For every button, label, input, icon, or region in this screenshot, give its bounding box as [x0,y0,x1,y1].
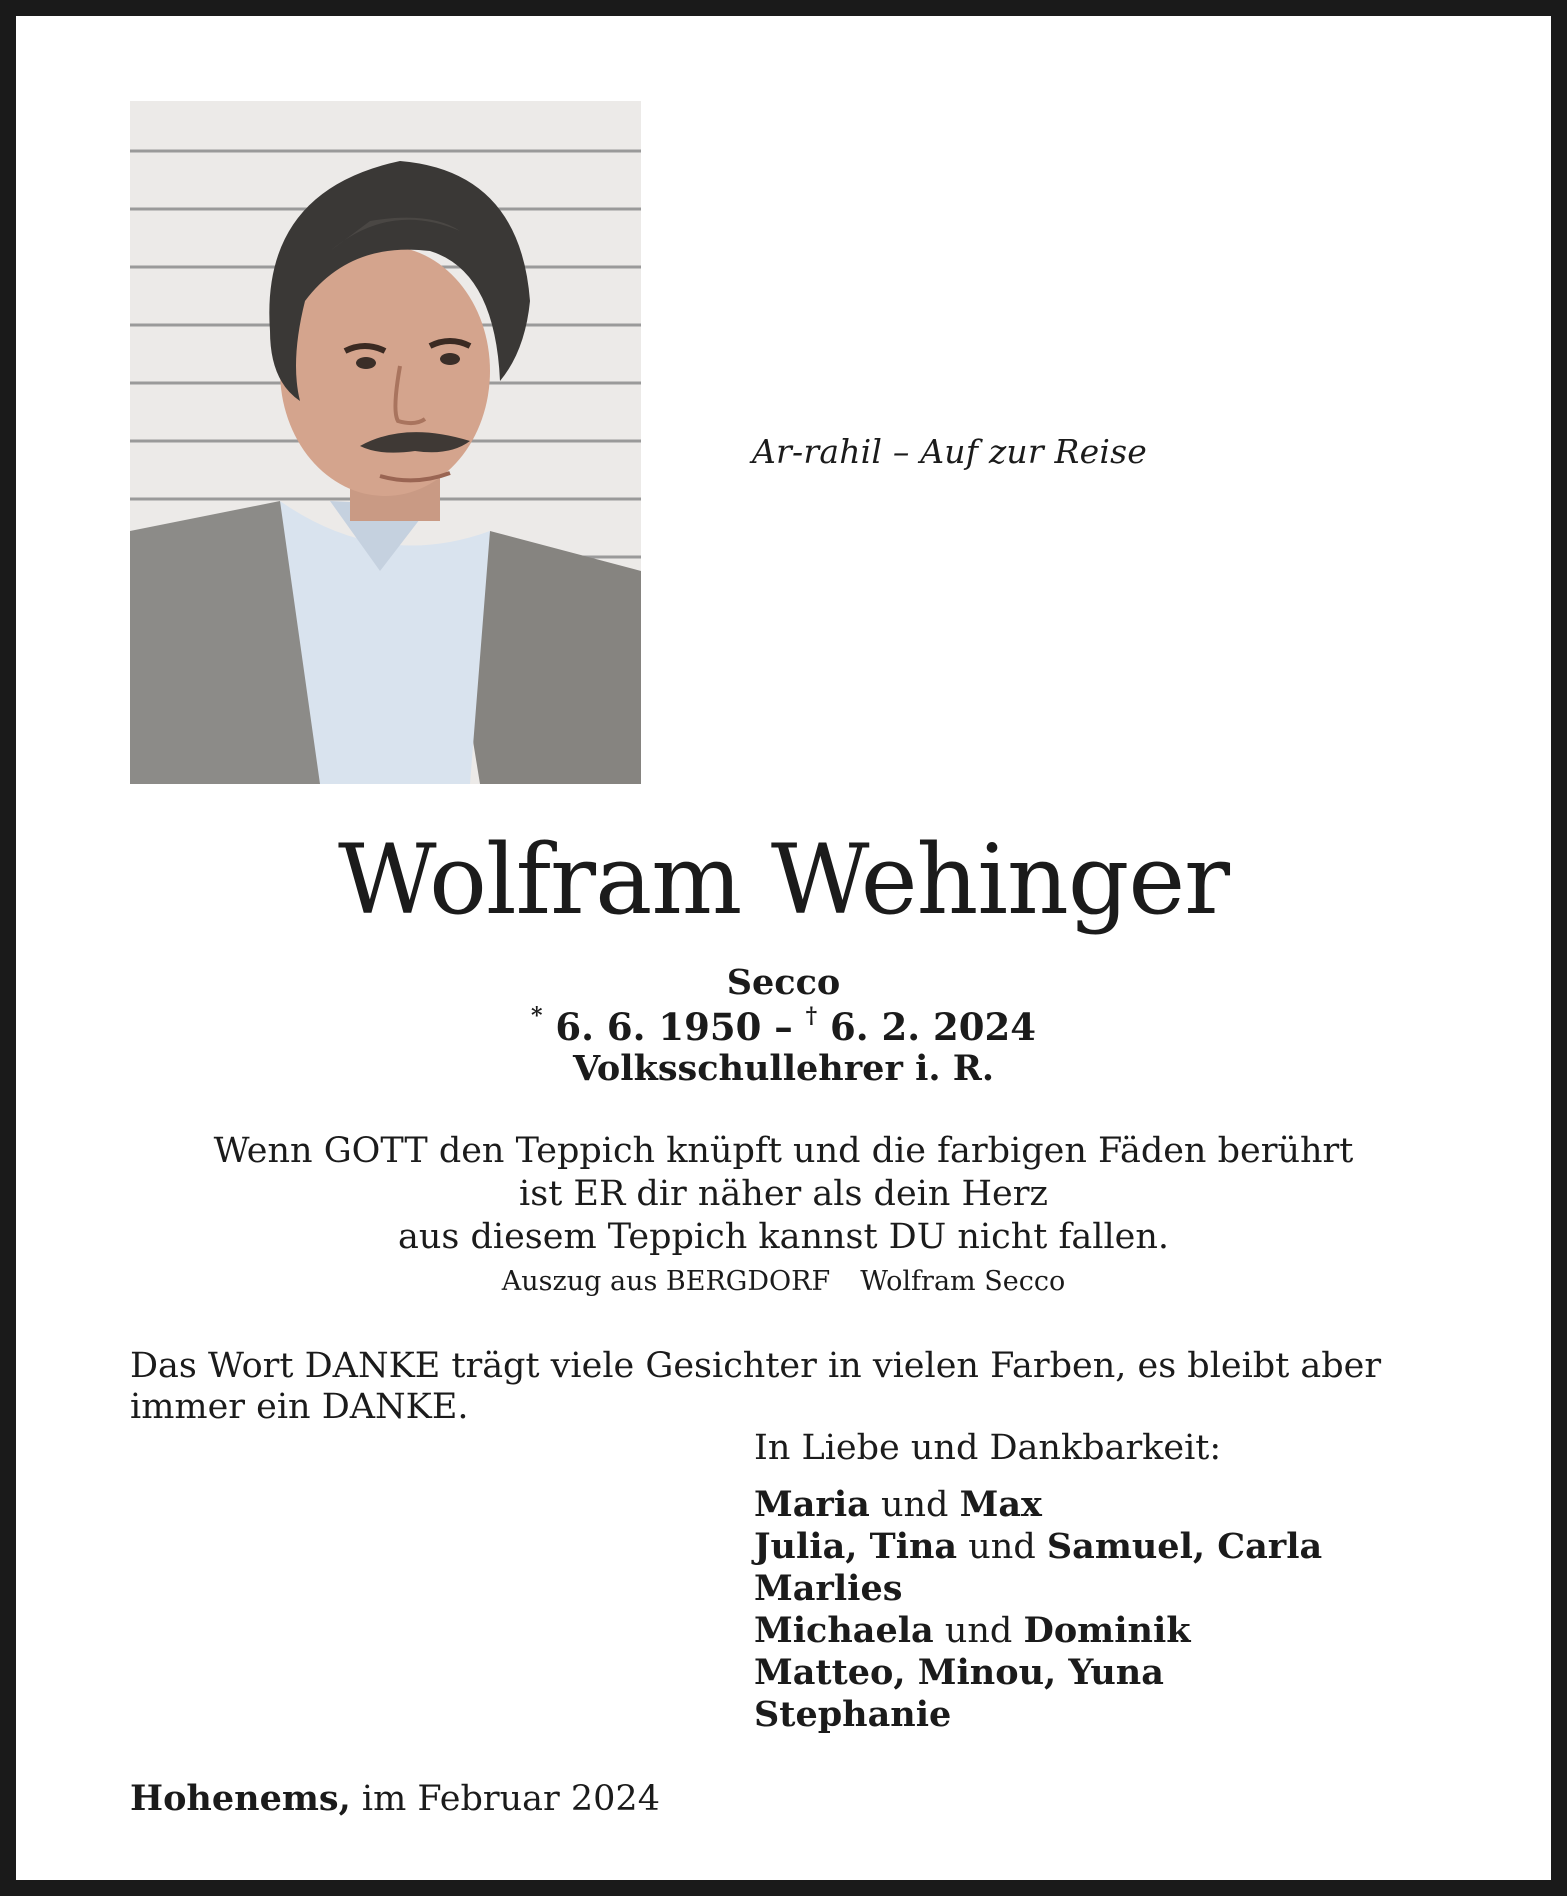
place-city: Hohenems, [130,1778,351,1819]
deceased-name: Wolfram Wehinger [337,824,1230,936]
family-row [754,1484,1322,1526]
family-name: Dominik [1023,1610,1191,1651]
poem-line: aus diesem Teppich kannst DU nicht fallen. [397,1217,1170,1257]
family-conjunction: und [957,1527,1047,1567]
poem-line: ist ER dir näher als dein Herz [519,1174,1048,1214]
family-name: Stephanie [754,1694,952,1735]
poem-source [0,1266,1567,1297]
place-month: im Februar 2024 [350,1779,660,1819]
family-row [754,1526,1322,1568]
family-name: Maria [754,1484,870,1525]
death-date: 6. 2. 2024 [830,1005,1037,1049]
family-row [754,1652,1322,1694]
source-work: Auszug aus BERGDORF [501,1266,831,1297]
poem-line: Wenn GOTT den Teppich knüpft und die farbigen Fäden berührt [213,1131,1354,1171]
birth-date: 6. 6. 1950 [555,1005,762,1049]
family-name: Michaela [754,1610,934,1651]
thanks-text: Das Wort DANKE trägt viele Gesichter in vielen Farben, es bleibt aber immer ein DANKE. [130,1346,1382,1427]
family-list [754,1484,1322,1736]
family-conjunction: und [869,1485,960,1525]
family-conjunction: und [933,1611,1024,1651]
date-separator: – [774,1005,793,1049]
place-date [130,1778,660,1819]
death-symbol: † [805,1002,818,1029]
life-dates [0,1002,1567,1049]
poem [0,1130,1567,1259]
family-name: Marlies [754,1568,903,1609]
family-name: Julia, Tina [754,1526,958,1567]
birth-symbol: * [530,1002,543,1029]
family-row [754,1610,1322,1652]
source-author: Wolfram Secco [860,1266,1066,1297]
family-name: Samuel, Carla [1046,1526,1323,1567]
love-line: In Liebe und Dankbarkeit: [754,1428,1222,1468]
family-name: Max [959,1484,1042,1525]
portrait-photo [130,101,641,784]
motto: Ar-rahil – Auf zur Reise [752,432,1147,471]
family-row [754,1694,1322,1736]
nickname: Secco [726,962,841,1003]
occupation: Volksschullehrer i. R. [572,1048,995,1089]
portrait-image [130,101,641,784]
family-row [754,1568,1322,1610]
family-name: Matteo, Minou, Yuna [754,1652,1164,1693]
